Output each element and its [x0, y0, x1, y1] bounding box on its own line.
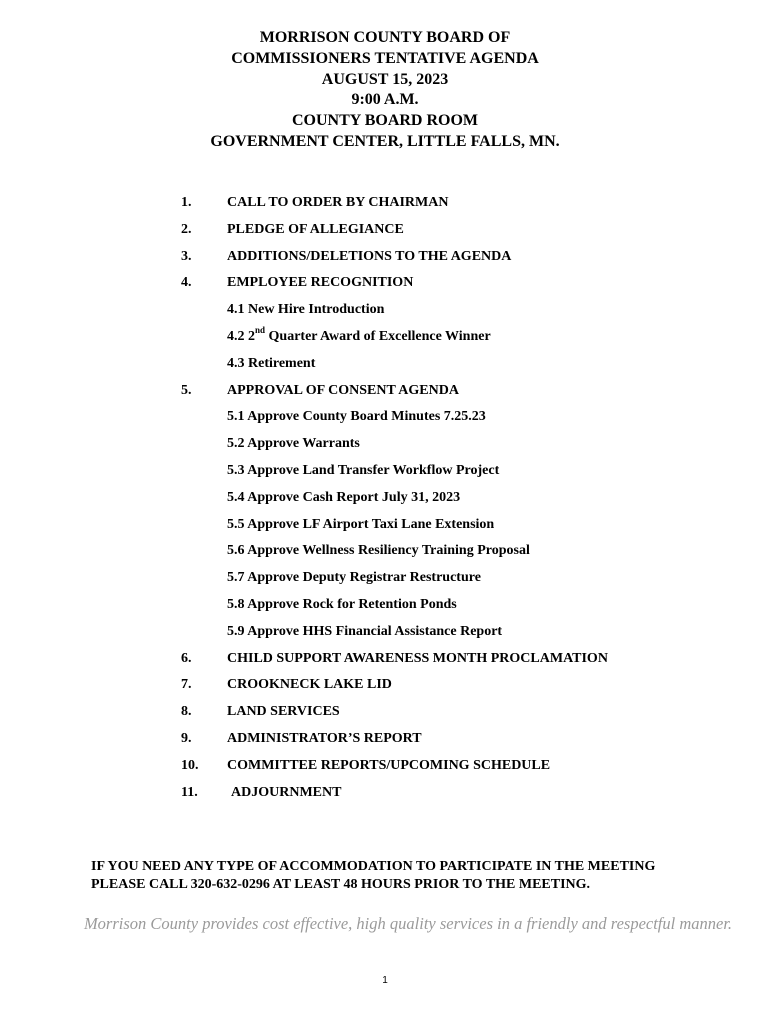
agenda-item [0, 381, 770, 408]
agenda-subitem [0, 515, 770, 542]
subitem-text: 4.1 New Hire Introduction [227, 302, 385, 318]
header-line-title: COMMISSIONERS TENTATIVE AGENDA [231, 49, 539, 67]
item-number: 3. [181, 248, 192, 264]
agenda-header [0, 28, 770, 153]
item-number: 7. [181, 677, 192, 693]
agenda-item [0, 756, 770, 783]
item-number: 5. [181, 382, 192, 398]
subitem-text: 5.5 Approve LF Airport Taxi Lane Extension [227, 516, 495, 532]
subitem-text-pre: 4.2 2 [227, 328, 255, 344]
item-text: PLEDGE OF ALLEGIANCE [227, 221, 404, 237]
item-text: LAND SERVICES [227, 704, 340, 720]
page-number: 1 [382, 975, 388, 986]
item-number: 6. [181, 650, 192, 666]
agenda-subitem [0, 622, 770, 649]
header-line-time: 9:00 A.M. [351, 91, 419, 109]
item-number: 10. [181, 757, 199, 773]
notice-line-1: IF YOU NEED ANY TYPE OF ACCOMMODATION TO PARTICIPATE IN THE MEETING [91, 859, 656, 874]
agenda-subitem [0, 595, 770, 622]
item-text: CHILD SUPPORT AWARENESS MONTH PROCLAMATION [227, 650, 608, 666]
agenda-subitem [0, 354, 770, 381]
item-text: CALL TO ORDER BY CHAIRMAN [227, 195, 449, 210]
notice-line-2: PLEASE CALL 320-632-0296 AT LEAST 48 HOURS PRIOR TO THE MEETING. [91, 877, 591, 892]
item-number: 9. [181, 730, 192, 746]
subitem-text: 5.3 Approve Land Transfer Workflow Project [227, 462, 500, 478]
item-number: 8. [181, 704, 192, 720]
subitem-text: 5.4 Approve Cash Report July 31, 2023 [227, 489, 461, 505]
agenda-subitem [0, 461, 770, 488]
item-text: APPROVAL OF CONSENT AGENDA [227, 382, 459, 398]
agenda-item [0, 649, 770, 676]
header-line-room: COUNTY BOARD ROOM [291, 112, 479, 130]
agenda-item [0, 247, 770, 274]
subitem-text: 5.7 Approve Deputy Registrar Restructure [227, 570, 481, 586]
agenda-item [0, 783, 770, 810]
subitem-text: 5.8 Approve Rock for Retention Ponds [227, 596, 457, 612]
agenda-subitem [0, 541, 770, 568]
item-text: ADMINISTRATOR’S REPORT [227, 730, 422, 746]
item-number: 1. [181, 195, 192, 210]
item-text: CROOKNECK LAKE LID [227, 677, 392, 693]
agenda-subitem [0, 434, 770, 461]
county-motto: Morrison County provides cost effective, high quality services in a friendly and respectful manner. [83, 914, 733, 933]
agenda-list [0, 193, 770, 809]
agenda-subitem [0, 327, 770, 354]
subitem-text: 5.2 Approve Warrants [227, 436, 360, 452]
agenda-item [0, 675, 770, 702]
agenda-item [0, 220, 770, 247]
item-text: EMPLOYEE RECOGNITION [227, 275, 414, 291]
ordinal-suffix: nd [255, 325, 266, 336]
item-number: 2. [181, 221, 192, 237]
agenda-item [0, 273, 770, 300]
agenda-subitem [0, 568, 770, 595]
item-text: COMMITTEE REPORTS/UPCOMING SCHEDULE [227, 757, 551, 773]
accommodation-notice [91, 858, 731, 894]
item-number: 4. [181, 275, 192, 291]
subitem-text: 5.1 Approve County Board Minutes 7.25.23 [227, 409, 486, 425]
item-text: ADDITIONS/DELETIONS TO THE AGENDA [227, 248, 512, 264]
subitem-text [227, 327, 491, 347]
subitem-text: 4.3 Retirement [227, 355, 316, 371]
subitem-text: 5.9 Approve HHS Financial Assistance Report [227, 623, 503, 639]
agenda-item [0, 193, 770, 220]
agenda-subitem [0, 407, 770, 434]
agenda-item [0, 702, 770, 729]
item-number: 11. [181, 784, 198, 800]
subitem-text: 5.6 Approve Wellness Resiliency Training Proposal [227, 543, 530, 559]
agenda-subitem [0, 300, 770, 327]
agenda-item [0, 729, 770, 756]
header-line-county: MORRISON COUNTY BOARD OF [259, 29, 511, 46]
header-line-date: AUGUST 15, 2023 [321, 70, 449, 88]
item-text: ADJOURNMENT [231, 784, 342, 800]
agenda-subitem [0, 488, 770, 515]
subitem-text-post: Quarter Award of Excellence Winner [265, 328, 491, 344]
header-line-location: GOVERNMENT CENTER, LITTLE FALLS, MN. [210, 132, 560, 150]
